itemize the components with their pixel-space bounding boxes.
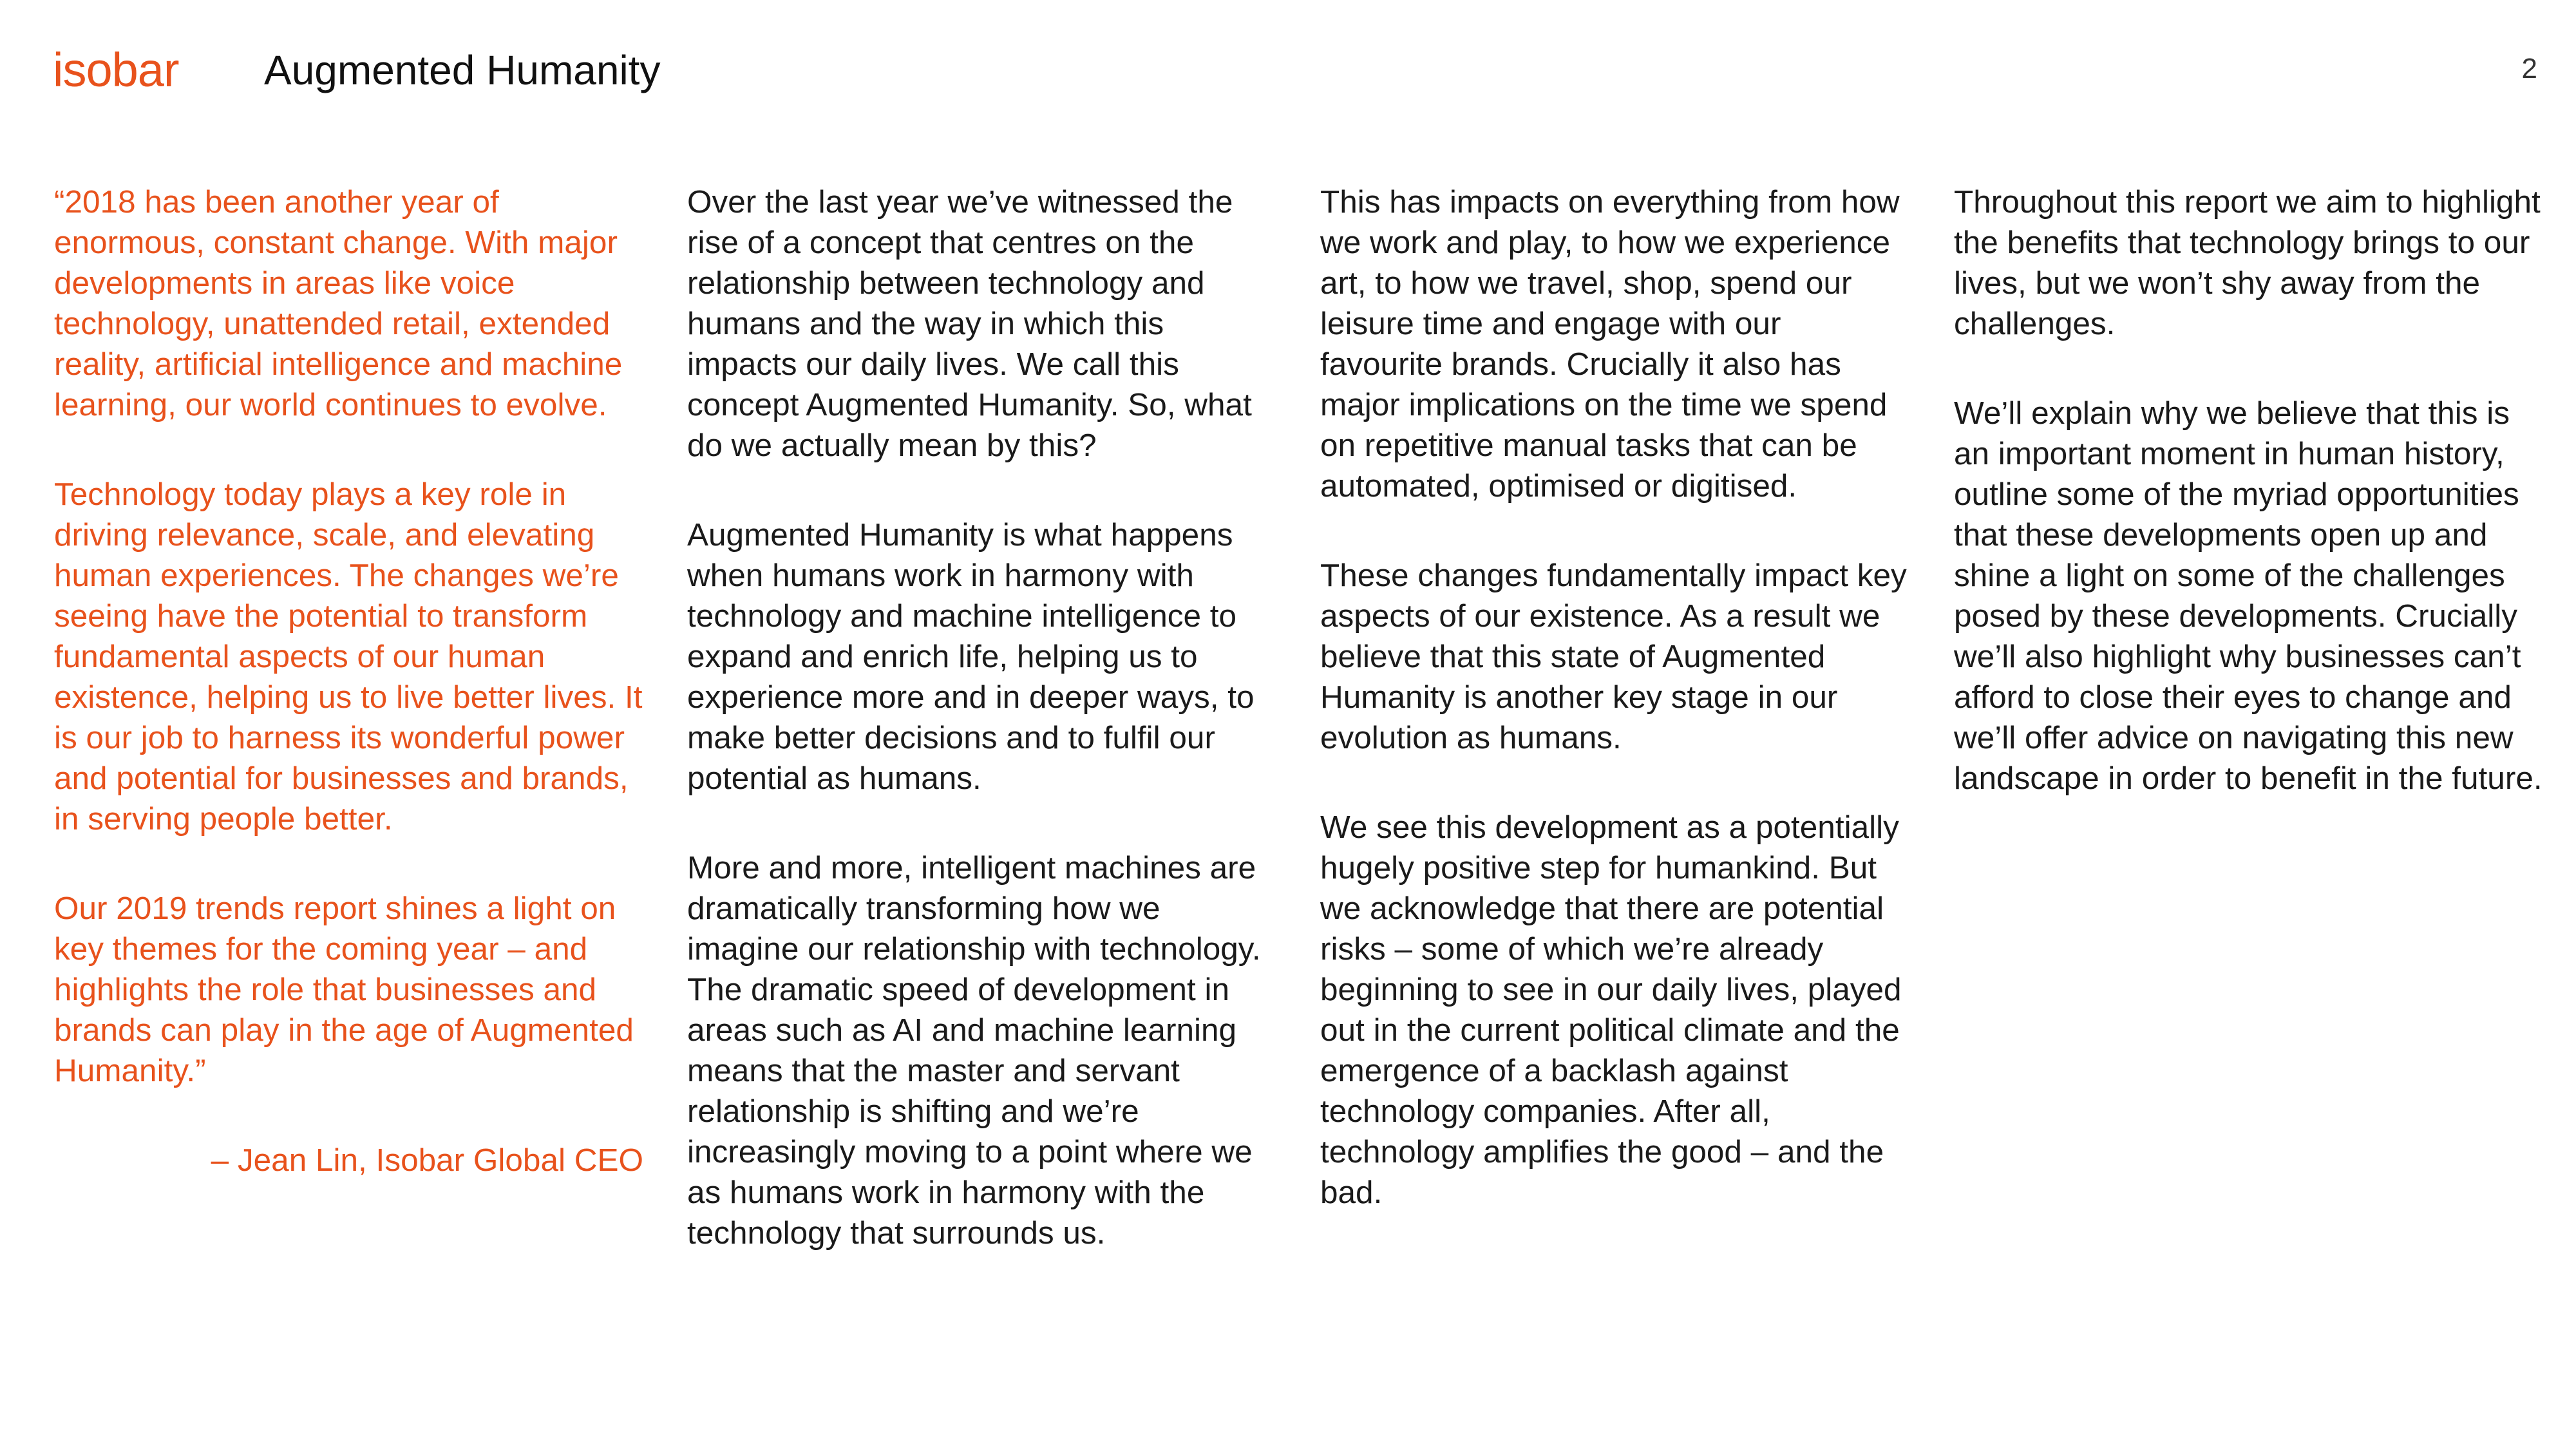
quote-paragraph-3: Our 2019 trends report shines a light on key themes for the coming year – and highlights the role that businesses and brands can play in the age of Augmented Humanity.” [54,891,634,1088]
page-number: 2 [2521,53,2537,84]
column2-paragraph-2: Augmented Humanity is what happens when humans work in harmony with technology and machine intelligence to expand and enrich life, helping us to experience more and in deeper ways, to make better decisions and to fulfil our potential as humans. [687,517,1255,796]
quote-paragraph-2: Technology today plays a key role in driving relevance, scale, and elevating human experiences. The changes we’re seeing have the potential to transform fundamental aspects of our human existence, helping us to live better lives. It is our job to harness its wonderful power and potential for businesses and brands, in serving people better. [54,477,643,837]
isobar-logo: isobar [53,43,179,97]
column3-paragraph-3: We see this development as a potentially hugely positive step for humankind. But we acknowledge that there are potential risks – some of which we’re already beginning to see in our daily lives, played out in the current political climate and the emergence of a backlash against technology companies. After all, technology amplifies the good – and the bad. [1320,810,1902,1210]
column4-paragraph-1: Throughout this report we aim to highlight the benefits that technology brings to our lives, but we won’t shy away from the challenges. [1954,184,2541,341]
column3-paragraph-1: This has impacts on everything from how we work and play, to how we experience art, to how we travel, shop, spend our leisure time and engage with our favourite brands. Crucially it also has major implications on the time we spend on repetitive manual tasks that can be automated, optimised or digitised. [1320,184,1900,504]
page-title: Augmented Humanity [264,47,661,93]
body-column-4 [1954,182,2546,848]
column4-paragraph-2: We’ll explain why we believe that this is an important moment in human history, outline some of the myriad opportunities that these developments open up and shine a light on some of the challenges posed by these developments. Crucially we’ll also highlight why businesses can’t afford to close their eyes to change and we’ll offer advice on navigating this new landscape in order to benefit in the future. [1954,395,2543,796]
quote-paragraph-1: “2018 has been another year of enormous, constant change. With major developments in areas like voice technology, unattended retail, extended reality, artificial intelligence and machine learning, our world continues to evolve. [54,184,623,422]
body-column-3 [1320,182,1909,1262]
body-column-2 [687,182,1276,1302]
ceo-quote-column [54,182,643,1229]
column3-paragraph-2: These changes fundamentally impact key aspects of our existence. As a result we believe that this state of Augmented Humanity is another key stage in our evolution as humans. [1320,558,1907,755]
column2-paragraph-1: Over the last year we’ve witnessed the rise of a concept that centres on the relationship between technology and humans and the way in which this impacts our daily lives. We call this concept Augmented Humanity. So, what do we actually mean by this? [687,184,1252,463]
column2-paragraph-3: More and more, intelligent machines are dramatically transforming how we imagine our relationship with technology. The dramatic speed of development in areas such as AI and machine learning means that the master and servant relationship is shifting and we’re increasingly moving to a point where we as humans work in harmony with the technology that surrounds us. [687,850,1261,1251]
quote-attribution: – Jean Lin, Isobar Global CEO [211,1142,643,1178]
